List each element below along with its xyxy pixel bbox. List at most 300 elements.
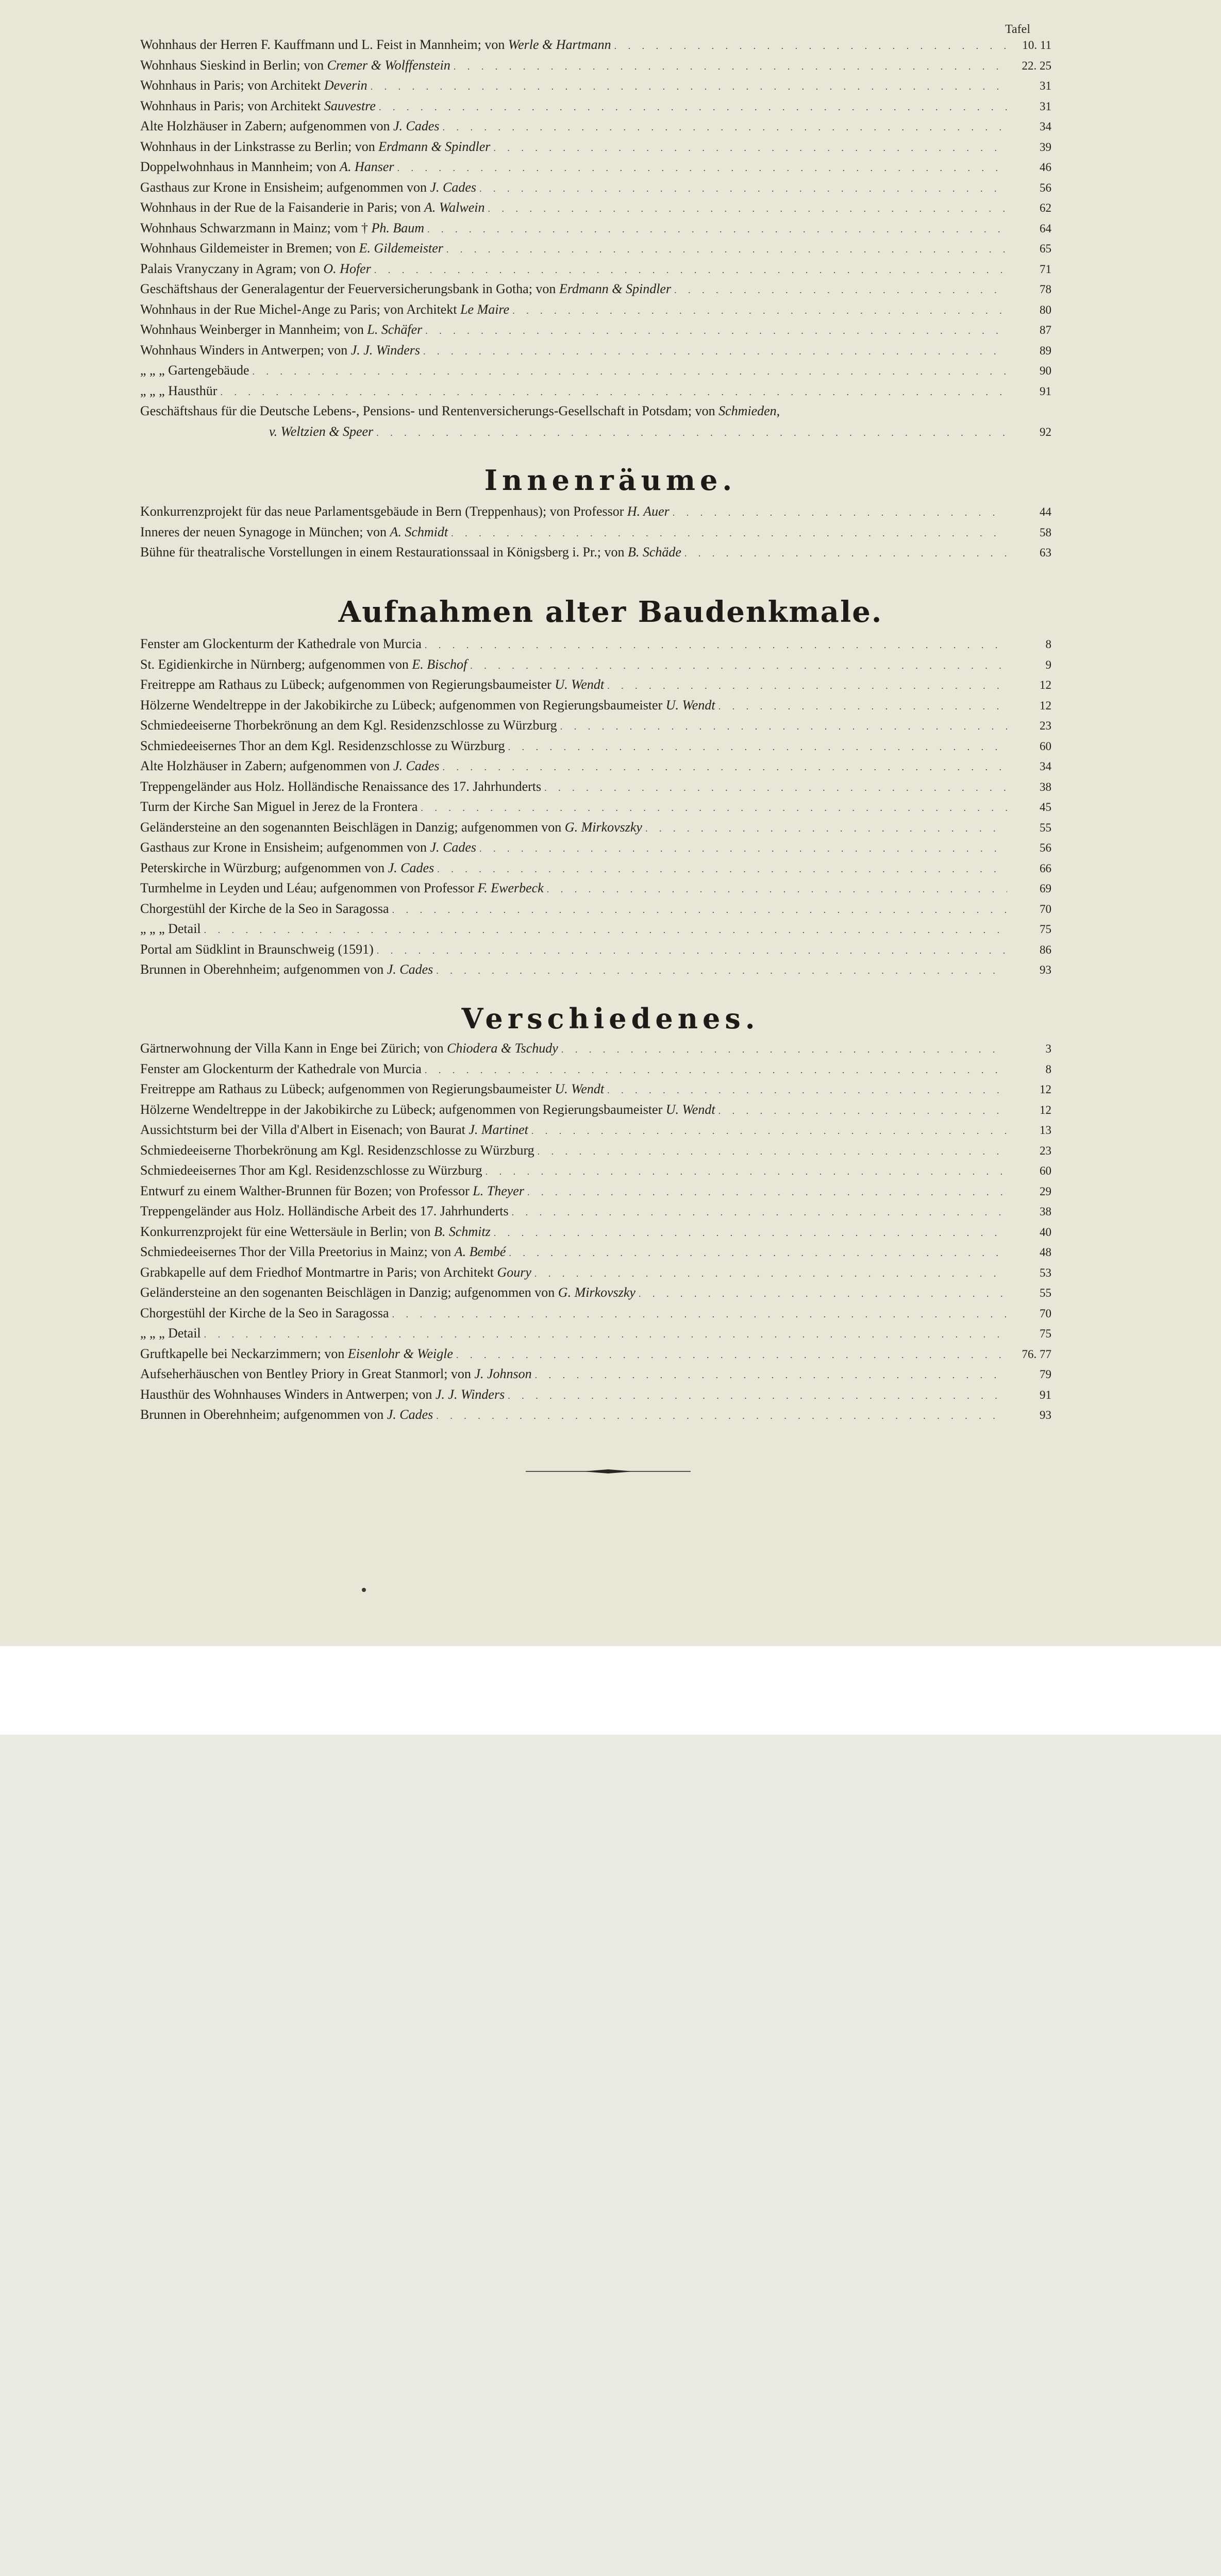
- entry-author: J. Cades: [387, 962, 433, 977]
- section-verschiedenes: [140, 1041, 1051, 1428]
- entry-title: [140, 1285, 635, 1300]
- entry-text: Peterskirche in Würzburg; aufgenommen von: [140, 860, 388, 875]
- entry-title: [140, 1346, 453, 1362]
- dot-leader: [534, 1268, 1007, 1279]
- dot-leader: [423, 346, 1007, 357]
- entry-author: A. Hanser: [340, 159, 394, 174]
- entry-text: Schmiedeeisernes Thor an dem Kgl. Residenzschlosse zu Würzburg: [140, 738, 505, 753]
- entry-text: „ „ „ Gartengebäude: [140, 363, 249, 378]
- dot-leader: [535, 1370, 1007, 1381]
- entry-text: Palais Vranyczany in Agram; von: [140, 261, 324, 276]
- entry-title: [140, 1204, 509, 1219]
- entry-author: Schmieden,: [718, 403, 780, 418]
- entry-author: J. Cades: [393, 118, 440, 133]
- entry-text: Treppengeländer aus Holz. Holländische Renaissance des 17. Jahrhunderts: [140, 778, 542, 794]
- entry-author: L. Theyer: [473, 1183, 524, 1198]
- plate-number: 12: [1040, 1083, 1051, 1096]
- entry-text: Wohnhaus Weinberger in Mannheim; von: [140, 322, 367, 337]
- toc-entry: [140, 139, 1051, 160]
- plate-number: 58: [1040, 526, 1051, 539]
- entry-author: U. Wendt: [665, 697, 715, 713]
- plate-number: 12: [1040, 679, 1051, 691]
- entry-author: U. Wendt: [665, 1101, 715, 1117]
- toc-entry: [140, 758, 1051, 779]
- entry-title: [140, 860, 434, 876]
- dot-leader: [425, 1065, 1007, 1076]
- plate-number: 91: [1040, 384, 1051, 398]
- entry-text: Brunnen in Oberehnheim; aufgenommen von: [140, 962, 387, 977]
- dot-leader: [425, 326, 1007, 336]
- plate-number: 45: [1040, 801, 1051, 814]
- entry-author: U. Wendt: [555, 677, 605, 692]
- entry-text: „ „ „ Detail: [140, 1326, 201, 1341]
- plate-number: 46: [1040, 161, 1051, 174]
- entry-text: Wohnhaus in der Linkstrasse zu Berlin; von: [140, 139, 379, 154]
- entry-text: Aufseherhäuschen von Bentley Priory in Great Stanmorl; von: [140, 1366, 475, 1381]
- dot-leader: [512, 306, 1007, 316]
- dot-leader: [560, 721, 1007, 732]
- entry-author: J. Martinet: [469, 1122, 528, 1137]
- toc-entry: [140, 504, 1051, 524]
- entry-author: A. Bembé: [454, 1244, 506, 1259]
- entry-title: [140, 281, 671, 297]
- dot-leader: [547, 884, 1007, 895]
- toc-entry: [140, 221, 1051, 241]
- toc-entry: [140, 1285, 1051, 1306]
- toc-entry: [140, 1265, 1051, 1285]
- entry-text: Brunnen in Oberehnheim; aufgenommen von: [140, 1407, 387, 1422]
- entry-title: [140, 1306, 389, 1321]
- entry-title: [140, 942, 374, 957]
- entry-title: [140, 880, 544, 896]
- entry-text: Schmiedeeiserne Thorbekrönung an dem Kgl. Residenzschlosse zu Würzburg: [140, 718, 557, 733]
- entry-author: G. Mirkovszky: [564, 819, 642, 835]
- toc-entry: [140, 779, 1051, 800]
- entry-text: Hölzerne Wendeltreppe in der Jakobikirche zu Lübeck; aufgenommen von Regierungsbaumeister: [140, 1101, 666, 1117]
- entry-title: [140, 98, 376, 114]
- entry-title: [140, 901, 389, 917]
- plate-number: 8: [1045, 638, 1051, 651]
- entry-title: [140, 1061, 422, 1077]
- entry-author: Le Maire: [460, 301, 510, 317]
- entry-text: Inneres der neuen Synagoge in München; von: [140, 524, 390, 539]
- plate-number: 23: [1040, 719, 1051, 732]
- dot-leader: [392, 1309, 1007, 1320]
- entry-text: Doppelwohnhaus in Mannheim; von: [140, 159, 340, 174]
- dot-leader: [509, 1248, 1007, 1259]
- toc-entry: [140, 261, 1051, 282]
- entry-text: Hausthür des Wohnhauses Winders in Antwerpen; von: [140, 1386, 436, 1402]
- entry-text: „ „ „ Detail: [140, 921, 201, 936]
- dot-leader: [486, 1166, 1007, 1177]
- entry-title: [140, 758, 440, 774]
- toc-entry: [140, 738, 1051, 759]
- entry-title: [140, 1143, 534, 1158]
- dot-leader: [454, 61, 1007, 72]
- toc-entry: [140, 860, 1051, 881]
- toc-entry: [140, 403, 1051, 424]
- plate-number: 34: [1040, 120, 1051, 133]
- toc-entry: [140, 343, 1051, 363]
- entry-title: [140, 820, 642, 835]
- toc-entry: [140, 322, 1051, 343]
- entry-author: B. Schäde: [627, 545, 681, 560]
- toc-entry: [140, 281, 1051, 302]
- dot-leader: [252, 366, 1007, 377]
- entry-text: Gasthaus zur Krone in Ensisheim; aufgenommen von: [140, 840, 430, 855]
- plate-number: 76. 77: [1022, 1347, 1051, 1361]
- section-innenraeume: [140, 504, 1051, 565]
- entry-text: Konkurrenzprojekt für eine Wettersäule in Berlin; von: [140, 1224, 434, 1239]
- entry-author: v. Weltzien & Speer: [269, 423, 374, 439]
- entry-text: Alte Holzhäuser in Zabern; aufgenommen von: [140, 118, 393, 133]
- plate-number: 91: [1040, 1388, 1051, 1401]
- dot-leader: [645, 823, 1007, 834]
- toc-entry: [140, 820, 1051, 840]
- entry-author: Chiodera & Tschudy: [447, 1041, 558, 1056]
- toc-entry: [140, 37, 1051, 58]
- entry-text: Bühne für theatralische Vorstellungen in einem Restaurationssaal in Königsberg i. Pr.; von: [140, 545, 628, 560]
- plate-number: 92: [1040, 425, 1051, 438]
- entry-text: Geländersteine an den sogenanten Beischlägen in Danzig; aufgenommen von: [140, 1285, 558, 1300]
- toc-entry: [140, 118, 1051, 139]
- entry-text: Alte Holzhäuser in Zabern; aufgenommen von: [140, 758, 393, 773]
- entry-title: [140, 180, 476, 195]
- entry-text: Grabkapelle auf dem Friedhof Montmartre in Paris; von Architekt: [140, 1264, 497, 1280]
- toc-entry: [140, 545, 1051, 565]
- toc-entry: [140, 1183, 1051, 1204]
- dot-leader: [684, 548, 1007, 559]
- end-ornament: [526, 1469, 691, 1473]
- plate-number: 31: [1040, 99, 1051, 113]
- entry-title: [140, 698, 715, 713]
- toc-entry: [140, 880, 1051, 901]
- toc-entry: [140, 302, 1051, 323]
- plate-number: 90: [1040, 364, 1051, 377]
- section-aufnahmen: [140, 636, 1051, 982]
- entry-text: Wohnhaus Schwarzmann in Mainz; vom †: [140, 220, 372, 235]
- toc-entry: [140, 58, 1051, 78]
- entry-title: [140, 1244, 506, 1260]
- toc-entry: [140, 180, 1051, 200]
- entry-title: [140, 677, 604, 692]
- page-mark: [362, 1588, 366, 1592]
- plate-number: 10. 11: [1022, 39, 1051, 52]
- toc-entry: [140, 241, 1051, 261]
- dot-leader: [220, 387, 1007, 398]
- plate-number: 38: [1040, 1205, 1051, 1218]
- toc-entry: [140, 962, 1051, 982]
- toc-entry: [140, 1163, 1051, 1183]
- entry-author: Deverin: [324, 78, 367, 93]
- entry-title: [140, 636, 422, 652]
- entry-text: Chorgestühl der Kirche de la Seo in Saragossa: [140, 1305, 389, 1320]
- entry-title: [140, 1041, 558, 1056]
- toc-entry: [140, 1326, 1051, 1346]
- toc-entry: [140, 901, 1051, 922]
- entry-title: [140, 1081, 604, 1097]
- plate-number: 71: [1040, 262, 1051, 276]
- plate-number: 23: [1040, 1144, 1051, 1157]
- entry-text: Wohnhaus in der Rue Michel-Ange zu Paris; von Architekt: [140, 301, 461, 317]
- toc-entry: [140, 1387, 1051, 1408]
- entry-title: [140, 657, 467, 672]
- entry-text: Turm der Kirche San Miguel in Jerez de la Frontera: [140, 799, 418, 814]
- dot-leader: [437, 864, 1007, 875]
- dot-leader: [607, 1085, 1007, 1096]
- entry-title: [140, 779, 541, 794]
- entry-title: [140, 718, 557, 733]
- dot-leader: [488, 204, 1008, 214]
- toc-entry: [140, 921, 1051, 942]
- dot-leader: [376, 428, 1007, 438]
- entry-author: J. Cades: [430, 179, 477, 195]
- dot-leader: [718, 1106, 1007, 1116]
- toc-entry: [140, 1041, 1051, 1061]
- dot-leader: [607, 681, 1007, 691]
- entry-title: [140, 302, 509, 317]
- entry-author: Cremer & Wolffenstein: [327, 57, 450, 73]
- entry-text: Schmiedeeisernes Thor am Kgl. Residenzschlosse zu Würzburg: [140, 1163, 482, 1178]
- plate-number: 8: [1045, 1062, 1051, 1076]
- plate-number: 62: [1040, 201, 1051, 214]
- entry-title: [140, 962, 433, 977]
- entry-text: Gruftkapelle bei Neckarzimmern; von: [140, 1346, 348, 1361]
- entry-author: U. Wendt: [555, 1081, 605, 1096]
- dot-leader: [379, 102, 1007, 113]
- plate-number: 60: [1040, 1164, 1051, 1177]
- entry-author: Eisenlohr & Weigle: [347, 1346, 453, 1361]
- entry-text: St. Egidienkirche in Nürnberg; aufgenommen von: [140, 656, 412, 672]
- entry-text: Schmiedeeiserne Thorbekrönung am Kgl. Residenzschlosse zu Würzburg: [140, 1142, 534, 1158]
- entry-title: [140, 1326, 201, 1341]
- entry-title: [140, 139, 490, 155]
- plate-number: 31: [1040, 79, 1051, 92]
- plate-number: 89: [1040, 344, 1051, 357]
- toc-entry: [140, 78, 1051, 98]
- toc-entry: [140, 159, 1051, 180]
- toc-entry: [140, 840, 1051, 860]
- toc-entry: [140, 1061, 1051, 1082]
- entry-text: Schmiedeeisernes Thor der Villa Preetorius in Mainz; von: [140, 1244, 455, 1259]
- dot-leader: [479, 843, 1007, 854]
- dot-leader: [718, 701, 1007, 712]
- plate-number: 56: [1040, 841, 1051, 854]
- toc-entry: [140, 1224, 1051, 1245]
- plate-number: 75: [1040, 1327, 1051, 1340]
- dot-leader: [527, 1187, 1007, 1198]
- entry-title: [140, 524, 448, 540]
- entry-title: [140, 840, 476, 855]
- plate-number: 69: [1040, 882, 1051, 895]
- entry-author: Sauvestre: [324, 98, 376, 113]
- dot-leader: [508, 1391, 1007, 1401]
- entry-title: [140, 383, 217, 399]
- entry-title: [140, 343, 420, 358]
- plate-number: 66: [1040, 861, 1051, 875]
- entry-text: Chorgestühl der Kirche de la Seo in Saragossa: [140, 901, 389, 916]
- toc-entry: [140, 1143, 1051, 1163]
- plate-number: 12: [1040, 1103, 1051, 1116]
- toc-entry: [140, 1122, 1051, 1143]
- plate-number: 44: [1040, 505, 1051, 518]
- dot-leader: [470, 660, 1007, 671]
- plate-number: 56: [1040, 181, 1051, 194]
- plate-number: 55: [1040, 1286, 1051, 1299]
- toc-entry: [140, 677, 1051, 698]
- entry-author: J. Johnson: [474, 1366, 532, 1381]
- plate-number: 48: [1040, 1246, 1051, 1259]
- entry-text: Wohnhaus Sieskind in Berlin; von: [140, 57, 327, 73]
- entry-text: Fenster am Glockenturm der Kathedrale von Murcia: [140, 636, 422, 651]
- entry-text: Geschäftshaus der Generalagentur der Feuerversicherungsbank in Gotha; von: [140, 281, 559, 296]
- toc-entry: [140, 1306, 1051, 1326]
- dot-leader: [425, 640, 1007, 651]
- dot-leader: [639, 1289, 1007, 1299]
- entry-author: J. J. Winders: [435, 1386, 505, 1402]
- toc-entry: [140, 424, 1051, 445]
- toc-entry: [140, 1081, 1051, 1102]
- entry-author: J. J. Winders: [350, 342, 421, 358]
- dot-leader: [392, 905, 1007, 916]
- plate-number: 12: [1040, 699, 1051, 712]
- entry-title: [140, 1163, 482, 1178]
- dot-leader: [451, 528, 1007, 539]
- plate-number: 75: [1040, 923, 1051, 936]
- plate-number: 93: [1040, 1409, 1051, 1421]
- entry-author: Erdmann & Spindler: [378, 139, 491, 154]
- toc-entry: [140, 200, 1051, 221]
- dot-leader: [204, 1329, 1007, 1340]
- entry-text: Portal am Südklint in Braunschweig (1591): [140, 941, 374, 957]
- dot-leader: [397, 163, 1007, 174]
- entry-author: Goury: [497, 1264, 531, 1280]
- entry-text: Wohnhaus in der Rue de la Faisanderie in Paris; von: [140, 200, 425, 215]
- section-wohnhaeuser: [140, 37, 1051, 444]
- heading-innenraeume: Innenräume.: [484, 464, 737, 497]
- entry-author: E. Gildemeister: [359, 241, 443, 256]
- entry-title: [140, 322, 422, 337]
- toc-entry: [140, 657, 1051, 677]
- dot-leader: [538, 1146, 1007, 1157]
- dot-leader: [204, 925, 1007, 936]
- entry-text: Wohnhaus der Herren F. Kauffmann und L. Feist in Mannheim; von: [140, 37, 508, 52]
- entry-text: Geländersteine an den sogenannten Beischlägen in Danzig; aufgenommen von: [140, 819, 565, 835]
- toc-entry: [140, 636, 1051, 657]
- entry-title: [140, 738, 505, 754]
- dot-leader: [443, 122, 1008, 133]
- toc-entry: [140, 98, 1051, 119]
- plate-number: 53: [1040, 1266, 1051, 1279]
- toc-entry: [140, 698, 1051, 718]
- plate-number: 70: [1040, 902, 1051, 916]
- dot-leader: [561, 1044, 1007, 1055]
- toc-entry: [140, 1366, 1051, 1387]
- entry-author: E. Bischof: [412, 656, 467, 672]
- dot-leader: [371, 81, 1007, 92]
- toc-entry: [140, 799, 1051, 820]
- entry-text: Gasthaus zur Krone in Ensisheim; aufgenommen von: [140, 179, 430, 195]
- dot-leader: [374, 265, 1007, 276]
- entry-title: [140, 261, 371, 277]
- toc-entry: [140, 1407, 1051, 1428]
- plate-number: 34: [1040, 760, 1051, 773]
- dot-leader: [508, 742, 1007, 753]
- entry-text: „ „ „ Hausthür: [140, 383, 218, 398]
- dot-leader: [479, 183, 1007, 194]
- entry-title: [140, 545, 681, 560]
- entry-author: A. Walwein: [424, 200, 485, 215]
- entry-author: L. Schäfer: [367, 322, 423, 337]
- heading-verschiedenes: Verschiedenes.: [461, 1002, 760, 1035]
- toc-entry: [140, 1346, 1051, 1367]
- entry-text: Konkurrenzprojekt für das neue Parlamentsgebäude in Bern (Treppenhaus); von Professor: [140, 504, 627, 519]
- entry-text: Treppengeländer aus Holz. Holländische Arbeit des 17. Jahrhunderts: [140, 1204, 509, 1218]
- footer-bar: [0, 1646, 1221, 1735]
- entry-title: [140, 799, 417, 815]
- plate-number: 38: [1040, 780, 1051, 793]
- entry-title: [140, 1265, 531, 1280]
- plate-number: 3: [1045, 1042, 1051, 1055]
- entry-author: J. Cades: [430, 840, 477, 855]
- entry-title: [140, 1407, 433, 1422]
- entry-title: [140, 1122, 528, 1138]
- entry-author: J. Cades: [388, 860, 434, 875]
- toc-entry: [140, 1102, 1051, 1123]
- dot-leader: [674, 285, 1007, 296]
- plate-number: 39: [1040, 140, 1051, 154]
- entry-title: [140, 1224, 491, 1240]
- entry-title: [140, 504, 670, 519]
- dot-leader: [436, 1411, 1007, 1421]
- toc-entry: [140, 1204, 1051, 1224]
- plate-number: 22. 25: [1022, 59, 1051, 72]
- entry-author: B. Schmitz: [433, 1224, 491, 1239]
- dot-leader: [456, 1350, 1007, 1361]
- dot-leader: [673, 507, 1007, 518]
- entry-title: [140, 1183, 524, 1199]
- plate-number: 55: [1040, 821, 1051, 834]
- entry-text: Turmhelme in Leyden und Léau; aufgenommen von Professor: [140, 880, 478, 895]
- entry-author: F. Ewerbeck: [477, 880, 544, 895]
- dot-leader: [512, 1207, 1007, 1218]
- entry-title: [140, 241, 443, 256]
- plate-number: 13: [1040, 1124, 1051, 1137]
- entry-title: [140, 118, 440, 134]
- entry-text: Wohnhaus Gildemeister in Bremen; von: [140, 241, 359, 256]
- dot-leader: [446, 244, 1007, 255]
- entry-author: G. Mirkovszky: [558, 1285, 635, 1300]
- entry-text: Freitreppe am Rathaus zu Lübeck; aufgenommen von Regierungsbaumeister: [140, 677, 555, 692]
- entry-text: Fenster am Glockenturm der Kathedrale von Murcia: [140, 1061, 422, 1076]
- entry-title: [140, 221, 424, 236]
- plate-number: 29: [1040, 1184, 1051, 1198]
- entry-author: A. Schmidt: [390, 524, 448, 539]
- entry-title: [140, 921, 201, 937]
- toc-entry: [140, 363, 1051, 383]
- plate-number: 63: [1040, 546, 1051, 559]
- entry-title: [140, 37, 611, 53]
- entry-title: [140, 403, 780, 419]
- plate-number: 40: [1040, 1225, 1051, 1239]
- entry-author: J. Cades: [387, 1407, 433, 1422]
- dot-leader: [614, 41, 1007, 52]
- entry-title: [140, 363, 249, 378]
- entry-title: [140, 78, 367, 93]
- entry-text: Hölzerne Wendeltreppe in der Jakobikirche zu Lübeck; aufgenommen von Regierungsbaumeister: [140, 697, 666, 713]
- plate-number: 79: [1040, 1368, 1051, 1381]
- heading-aufnahmen: Aufnahmen alter Baudenkmale.: [338, 595, 883, 629]
